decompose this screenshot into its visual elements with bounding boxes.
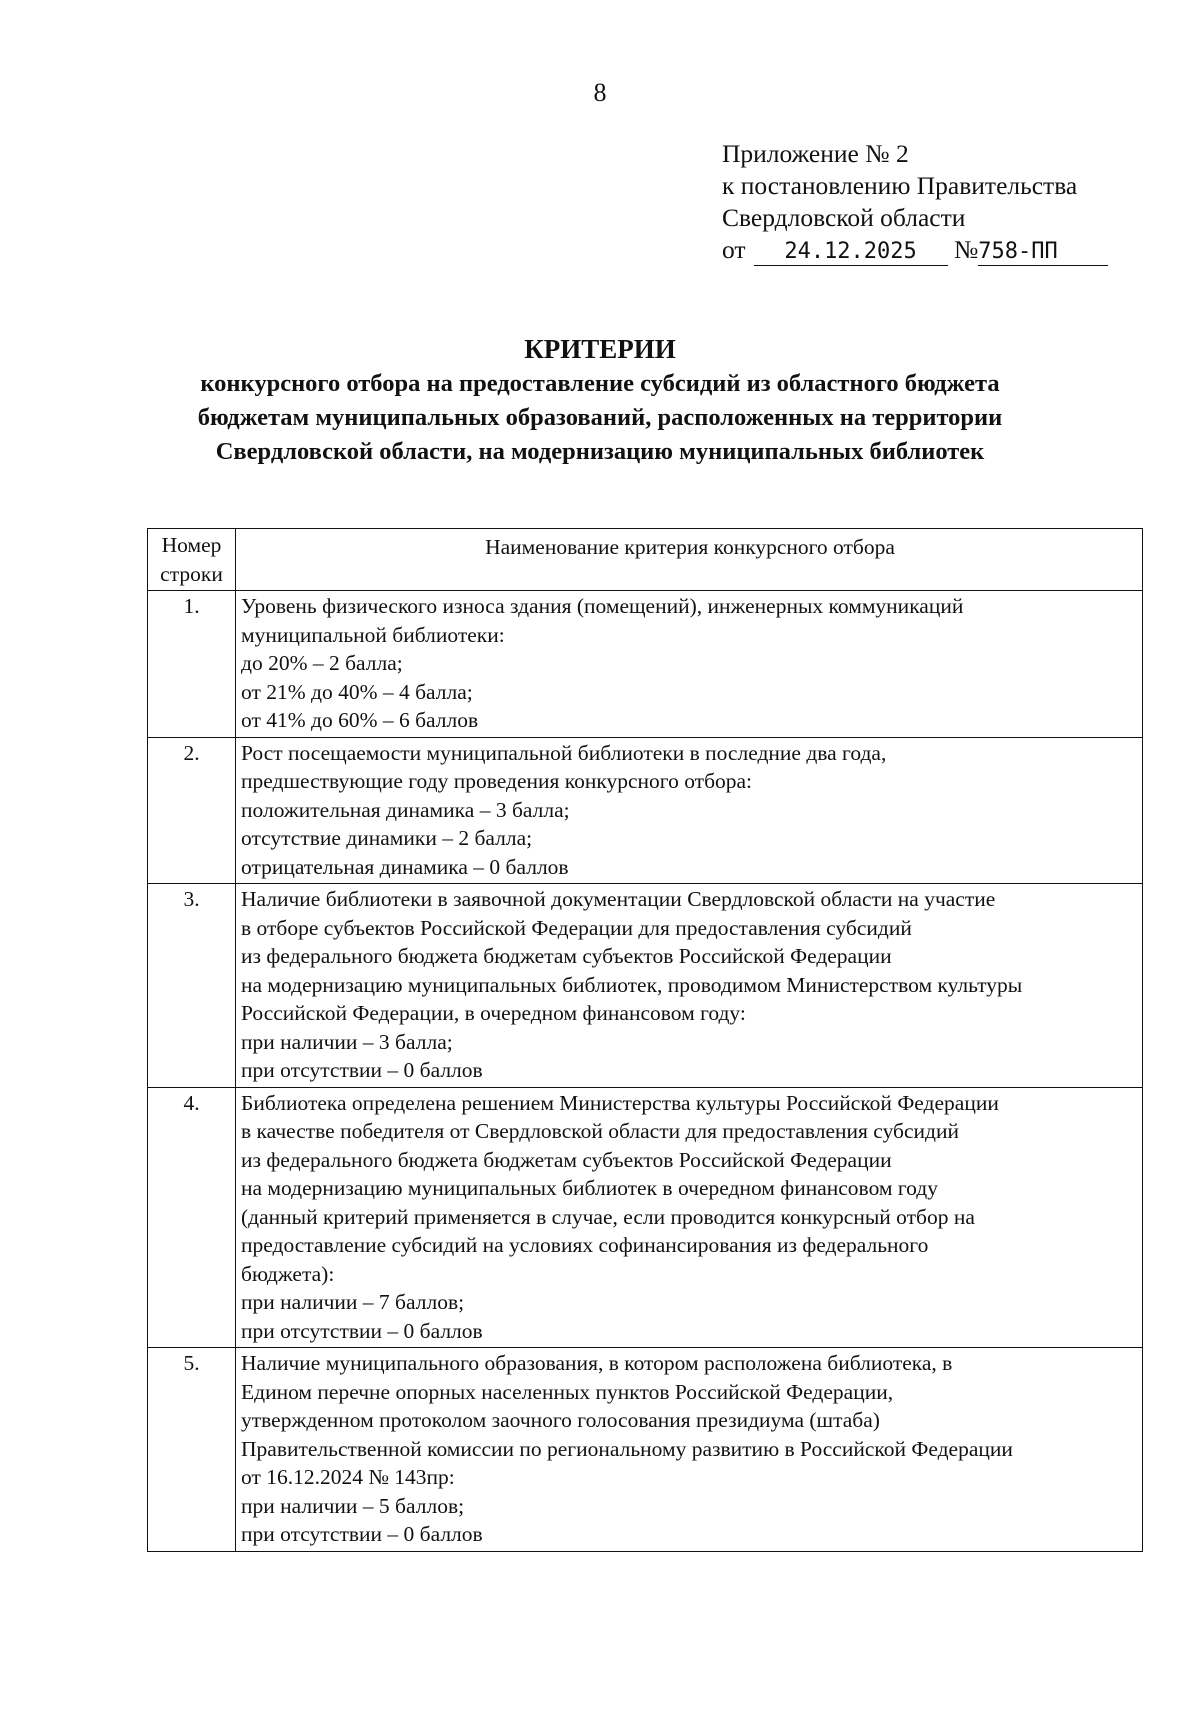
title-main: КРИТЕРИИ — [524, 334, 676, 364]
title-line: бюджетам муниципальных образований, расположенных на территории — [197, 404, 1003, 431]
criteria-table — [147, 528, 1143, 1552]
row-line: при наличии – 5 баллов; — [241, 1493, 465, 1518]
row-line: при отсутствии – 0 баллов — [241, 1318, 483, 1343]
row-line: (данный критерий применяется в случае, если проводится конкурсный отбор на — [241, 1204, 975, 1229]
appendix-block — [722, 138, 1108, 266]
number-field: 758-ПП — [978, 239, 1108, 266]
row-line: при отсутствии – 0 баллов — [241, 1058, 483, 1082]
row-line: из федерального бюджета бюджетам субъектов Российской Федерации — [241, 1147, 892, 1172]
row-text — [236, 591, 1143, 738]
row-line: Наличие муниципального образования, в котором расположена библиотека, в — [241, 1351, 953, 1375]
row-line: бюджета): — [241, 1261, 335, 1286]
table-row — [148, 1087, 1143, 1348]
appendix-line: к постановлению Правительства — [722, 171, 1078, 200]
row-line: отсутствие динамики – 2 балла; — [241, 826, 533, 850]
row-line: предшествующие году проведения конкурсного отбора: — [241, 769, 753, 793]
title-line: конкурсного отбора на предоставление субсидий из областного бюджета — [200, 370, 1000, 397]
row-text — [236, 884, 1143, 1088]
table-row — [148, 737, 1143, 884]
appendix-line: Приложение № 2 — [722, 139, 909, 168]
row-line: Наличие библиотеки в заявочной документации Свердловской области на участие — [241, 887, 996, 911]
page-number: 8 — [593, 78, 607, 107]
row-line: Уровень физического износа здания (помещений), инженерных коммуникаций — [241, 594, 964, 618]
appendix-line: Свердловской области — [722, 203, 966, 232]
table-header-row — [148, 529, 1143, 591]
row-line: Рост посещаемости муниципальной библиотеки в последние два года, — [241, 740, 887, 765]
row-text — [236, 737, 1143, 884]
header-number-line: строки — [160, 561, 223, 586]
row-line: от 16.12.2024 № 143пр: — [241, 1465, 455, 1489]
row-line: положительная динамика – 3 балла; — [241, 797, 570, 822]
header-number — [148, 529, 236, 591]
row-line: Правительственной комиссии по региональному развитию в Российской Федерации — [241, 1436, 1013, 1461]
row-line: на модернизацию муниципальных библиотек в очередном финансовом году — [241, 1176, 938, 1200]
number-prefix: № — [953, 235, 979, 264]
row-line: Едином перечне опорных населенных пунктов Российской Федерации, — [241, 1379, 894, 1404]
row-line: при отсутствии – 0 баллов — [241, 1522, 483, 1546]
document-title — [0, 331, 1200, 469]
row-number: 3. — [148, 884, 236, 1088]
row-text — [236, 1348, 1143, 1552]
row-line: утвержденном протоколом заочного голосования президиума (штаба) — [241, 1408, 880, 1432]
row-number: 2. — [148, 737, 236, 884]
row-text — [236, 1087, 1143, 1348]
row-line: в отборе субъектов Российской Федерации для предоставления субсидий — [241, 915, 912, 940]
row-line: от 21% до 40% – 4 балла; — [241, 679, 473, 704]
row-number: 4. — [148, 1087, 236, 1348]
row-line: из федерального бюджета бюджетам субъектов Российской Федерации — [241, 944, 892, 968]
row-line: до 20% – 2 балла; — [241, 651, 403, 675]
date-prefix: от — [722, 235, 746, 264]
table-row — [148, 884, 1143, 1088]
header-name: Наименование критерия конкурсного отбора — [236, 529, 1143, 591]
row-line: при наличии – 7 баллов; — [241, 1290, 465, 1314]
row-number: 1. — [148, 591, 236, 738]
row-line: от 41% до 60% – 6 баллов — [241, 708, 479, 732]
title-line: Свердловской области, на модернизацию муниципальных библиотек — [215, 438, 985, 465]
row-line: предоставление субсидий на условиях софинансирования из федерального — [241, 1233, 929, 1257]
row-line: муниципальной библиотеки: — [241, 622, 505, 647]
date-field: 24.12.2025 — [754, 239, 948, 266]
table-row — [148, 1348, 1143, 1552]
row-line: в качестве победителя от Свердловской области для предоставления субсидий — [241, 1119, 959, 1143]
row-line: Библиотека определена решением Министерства культуры Российской Федерации — [241, 1090, 999, 1115]
row-line: Российской Федерации, в очередном финансовом году: — [241, 1001, 746, 1025]
row-line: отрицательная динамика – 0 баллов — [241, 854, 569, 879]
row-line: на модернизацию муниципальных библиотек, проводимом Министерством культуры — [241, 972, 1023, 997]
header-number-line: Номер — [161, 533, 222, 557]
table-row — [148, 591, 1143, 738]
appendix-date-row — [722, 234, 1108, 266]
row-line: при наличии – 3 балла; — [241, 1029, 453, 1054]
row-number: 5. — [148, 1348, 236, 1552]
